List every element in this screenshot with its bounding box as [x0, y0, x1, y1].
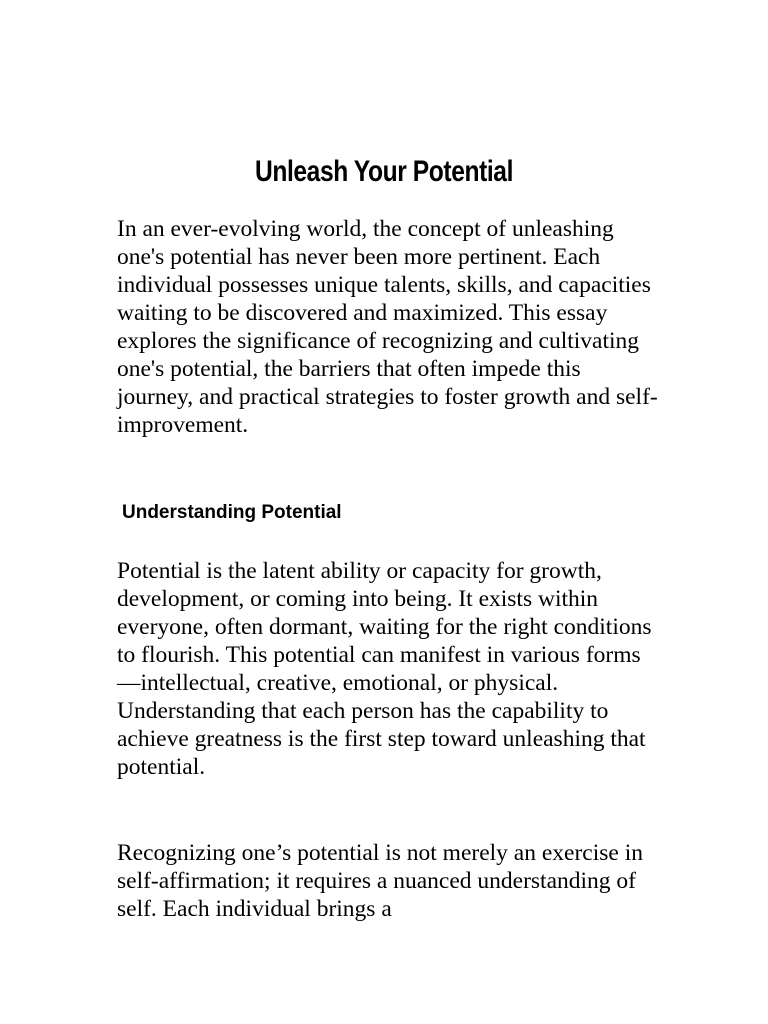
- understanding-paragraph: Potential is the latent ability or capacity for growth, development, or coming into being. It exists within everyone, often dormant, waiting for the right conditions to flourish. This potential can manifest in various forms—intellectual, creative, emotional, or physical. Understanding that each person has the capability to achieve greatness is the first step toward unleashing that potential.: [117, 558, 652, 780]
- recognizing-paragraph: Recognizing one’s potential is not merely an exercise in self-affirmation; it requires a nuanced understanding of self. Each individual brings a: [117, 840, 643, 922]
- section-heading: Understanding Potential: [122, 502, 342, 523]
- intro-paragraph: In an ever-evolving world, the concept of unleashing one's potential has never been more pertinent. Each individual possesses unique talents, skills, and capacities waiting to be discovered and maximized. This essay explores the significance of recognizing and cultivating one's potential, the barriers that often impede this journey, and practical strategies to foster growth and self-improvement.: [117, 216, 658, 438]
- document-title: Unleash Your Potential: [255, 155, 513, 189]
